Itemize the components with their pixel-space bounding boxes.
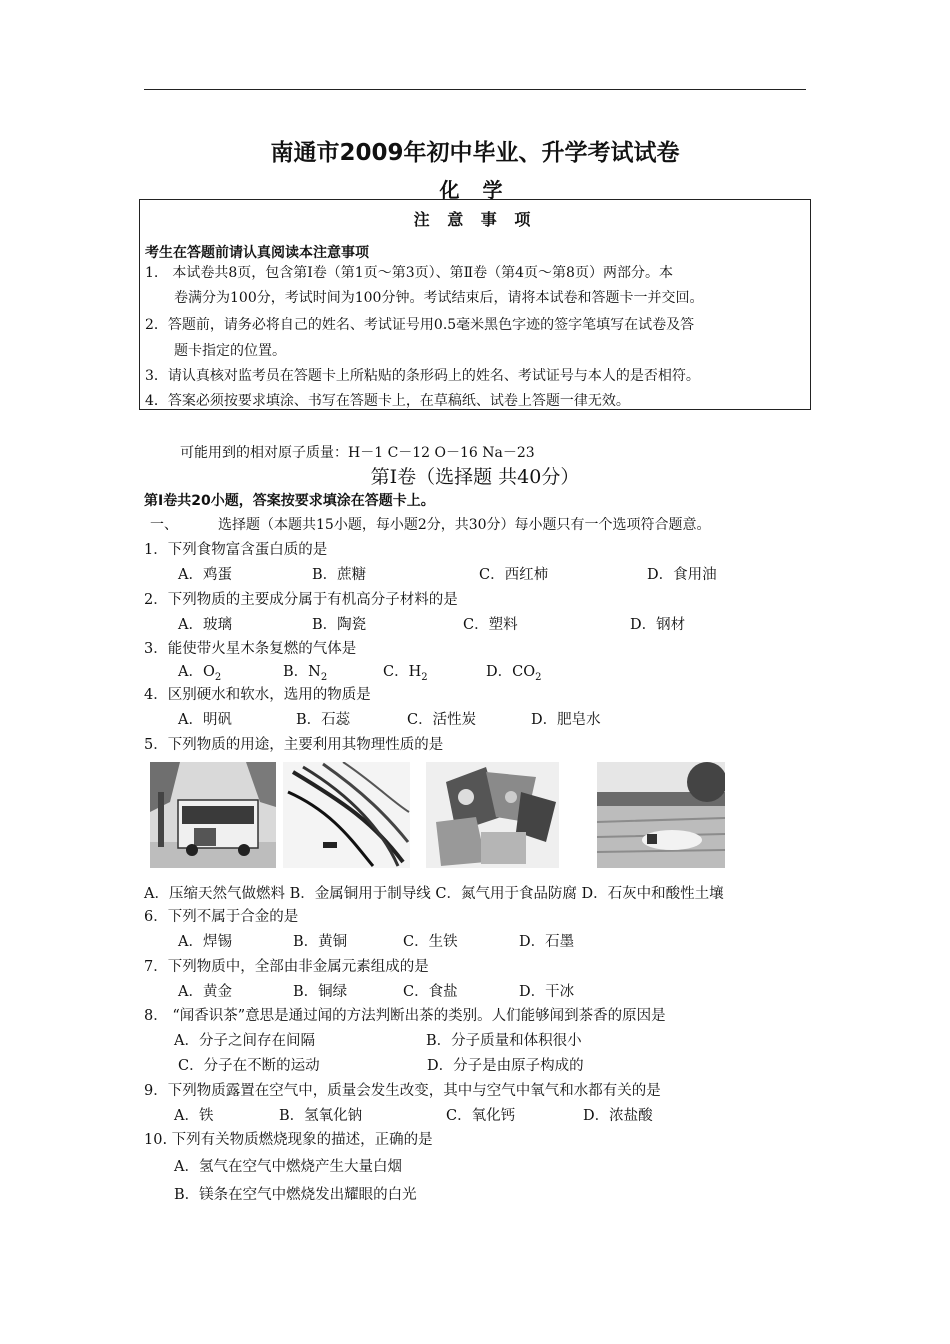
notice-line: 2．答题前，请务必将自己的姓名、考试证号用0.5毫米黑色字迹的签字笔填写在试卷及答: [145, 317, 695, 333]
q2-option-c: C．塑料: [463, 617, 518, 633]
notice-heading: 注 意 事 项: [413, 210, 537, 229]
atomic-mass-values: H－1 C－12 O－16 Na－23: [348, 445, 535, 461]
atomic-mass-label: 可能用到的相对原子质量：: [180, 445, 348, 461]
q3-option-d: D．$CO_2$: [486, 664, 542, 683]
q8-option-a: A．分子之间存在间隔: [174, 1033, 315, 1049]
q5-options: A．压缩天然气做燃料 B．金属铜用于制导线 C．氮气用于食品防腐 D．石灰中和酸性土壤: [144, 886, 724, 902]
question-2: 2．下列物质的主要成分属于有机高分子材料的是: [144, 592, 458, 608]
q7-option-c: C．食盐: [403, 984, 458, 1000]
question-9: 9．下列物质露置在空气中，质量会发生改变，其中与空气中氧气和水都有关的是: [144, 1083, 661, 1099]
notice-lead: 考生在答题前请认真阅读本注意事项: [145, 245, 369, 261]
part1-title: 第Ⅰ卷（选择题 共40分）: [370, 466, 580, 488]
question-7: 7．下列物质中，全部由非金属元素组成的是: [144, 959, 429, 975]
farm-field-photo: [597, 762, 725, 868]
q9-option-b: B．氢氧化钠: [279, 1108, 363, 1124]
q9-option-a: A．铁: [174, 1108, 214, 1124]
question-5: 5．下列物质的用途，主要利用其物理性质的是: [144, 737, 444, 753]
q2-option-b: B．陶瓷: [312, 617, 367, 633]
question-10: 10. 下列有关物质燃烧现象的描述，正确的是: [144, 1132, 433, 1148]
notice-box: [139, 199, 811, 410]
notice-line: 1. 本试卷共8页，包含第Ⅰ卷（第1页～第3页）、第Ⅱ卷（第4页～第8页）两部分。本: [145, 265, 673, 281]
exam-title: 南通市2009年初中毕业、升学考试试卷: [270, 140, 680, 166]
notice-line: 3．请认真核对监考员在答题卡上所粘贴的条形码上的姓名、考试证号与本人的是否相符。: [145, 368, 700, 384]
q7-option-b: B．铜绿: [293, 984, 348, 1000]
q9-option-c: C．氧化钙: [446, 1108, 516, 1124]
q1-option-c: C．西红柿: [479, 567, 549, 583]
q8-option-d: D．分子是由原子构成的: [427, 1058, 584, 1074]
q8-option-c: C．分子在不断的运动: [178, 1058, 320, 1074]
notice-line: 卷满分为100分，考试时间为100分钟。考试结束后，请将本试卷和答题卡一并交回。: [174, 290, 704, 306]
q8-option-b: B．分子质量和体积很小: [426, 1033, 582, 1049]
q6-option-a: A．焊锡: [178, 934, 232, 950]
question-4: 4．区别硬水和软水，选用的物质是: [144, 687, 371, 703]
q7-option-a: A．黄金: [178, 984, 232, 1000]
section-number: 一、: [150, 517, 178, 533]
q3-option-b: B．$N_2$: [283, 664, 328, 683]
q6-option-c: C．生铁: [403, 934, 458, 950]
part1-instruction: 第Ⅰ卷共20小题，答案按要求填涂在答题卡上。: [144, 493, 435, 509]
subject-title: 化 学: [439, 178, 511, 202]
question-3: 3．能使带火星木条复燃的气体是: [144, 641, 357, 657]
q1-option-b: B．蔗糖: [312, 567, 367, 583]
question-6: 6．下列不属于合金的是: [144, 909, 299, 925]
q1-option-a: A．鸡蛋: [178, 567, 232, 583]
q6-option-b: B．黄铜: [293, 934, 348, 950]
q10-option-b: B．镁条在空气中燃烧发出耀眼的白光: [174, 1187, 417, 1203]
section-text: 选择题（本题共15小题，每小题2分，共30分）每小题只有一个选项符合题意。: [218, 517, 711, 533]
q3-option-c: C．$H_2$: [383, 664, 428, 683]
q1-option-d: D．食用油: [647, 567, 717, 583]
q10-option-a: A．氢气在空气中燃烧产生大量白烟: [174, 1159, 402, 1175]
notice-line: 4．答案必须按要求填涂、书写在答题卡上，在草稿纸、试卷上答题一律无效。: [145, 393, 630, 409]
q4-option-d: D．肥皂水: [531, 712, 601, 728]
food-package-photo: [426, 762, 559, 868]
q9-option-d: D．浓盐酸: [583, 1108, 653, 1124]
q2-option-a: A．玻璃: [178, 617, 232, 633]
top-rule: [144, 89, 806, 90]
copper-wire-photo: [283, 762, 410, 868]
q6-option-d: D．石墨: [519, 934, 575, 950]
q4-option-b: B．石蕊: [296, 712, 351, 728]
q4-option-c: C．活性炭: [407, 712, 477, 728]
section-heading: [150, 514, 711, 534]
q7-option-d: D．干冰: [519, 984, 575, 1000]
bus-photo: [150, 762, 276, 868]
notice-line: 题卡指定的位置。: [174, 343, 286, 359]
question-8: 8． “闻香识茶”意思是通过闻的方法判断出茶的类别。人们能够闻到茶香的原因是: [144, 1008, 666, 1024]
q4-option-a: A．明矾: [178, 712, 232, 728]
q3-option-a: A．$O_2$: [178, 664, 222, 683]
q2-option-d: D．钢材: [630, 617, 686, 633]
atomic-mass-line: [180, 442, 535, 462]
question-1: 1．下列食物富含蛋白质的是: [144, 542, 328, 558]
